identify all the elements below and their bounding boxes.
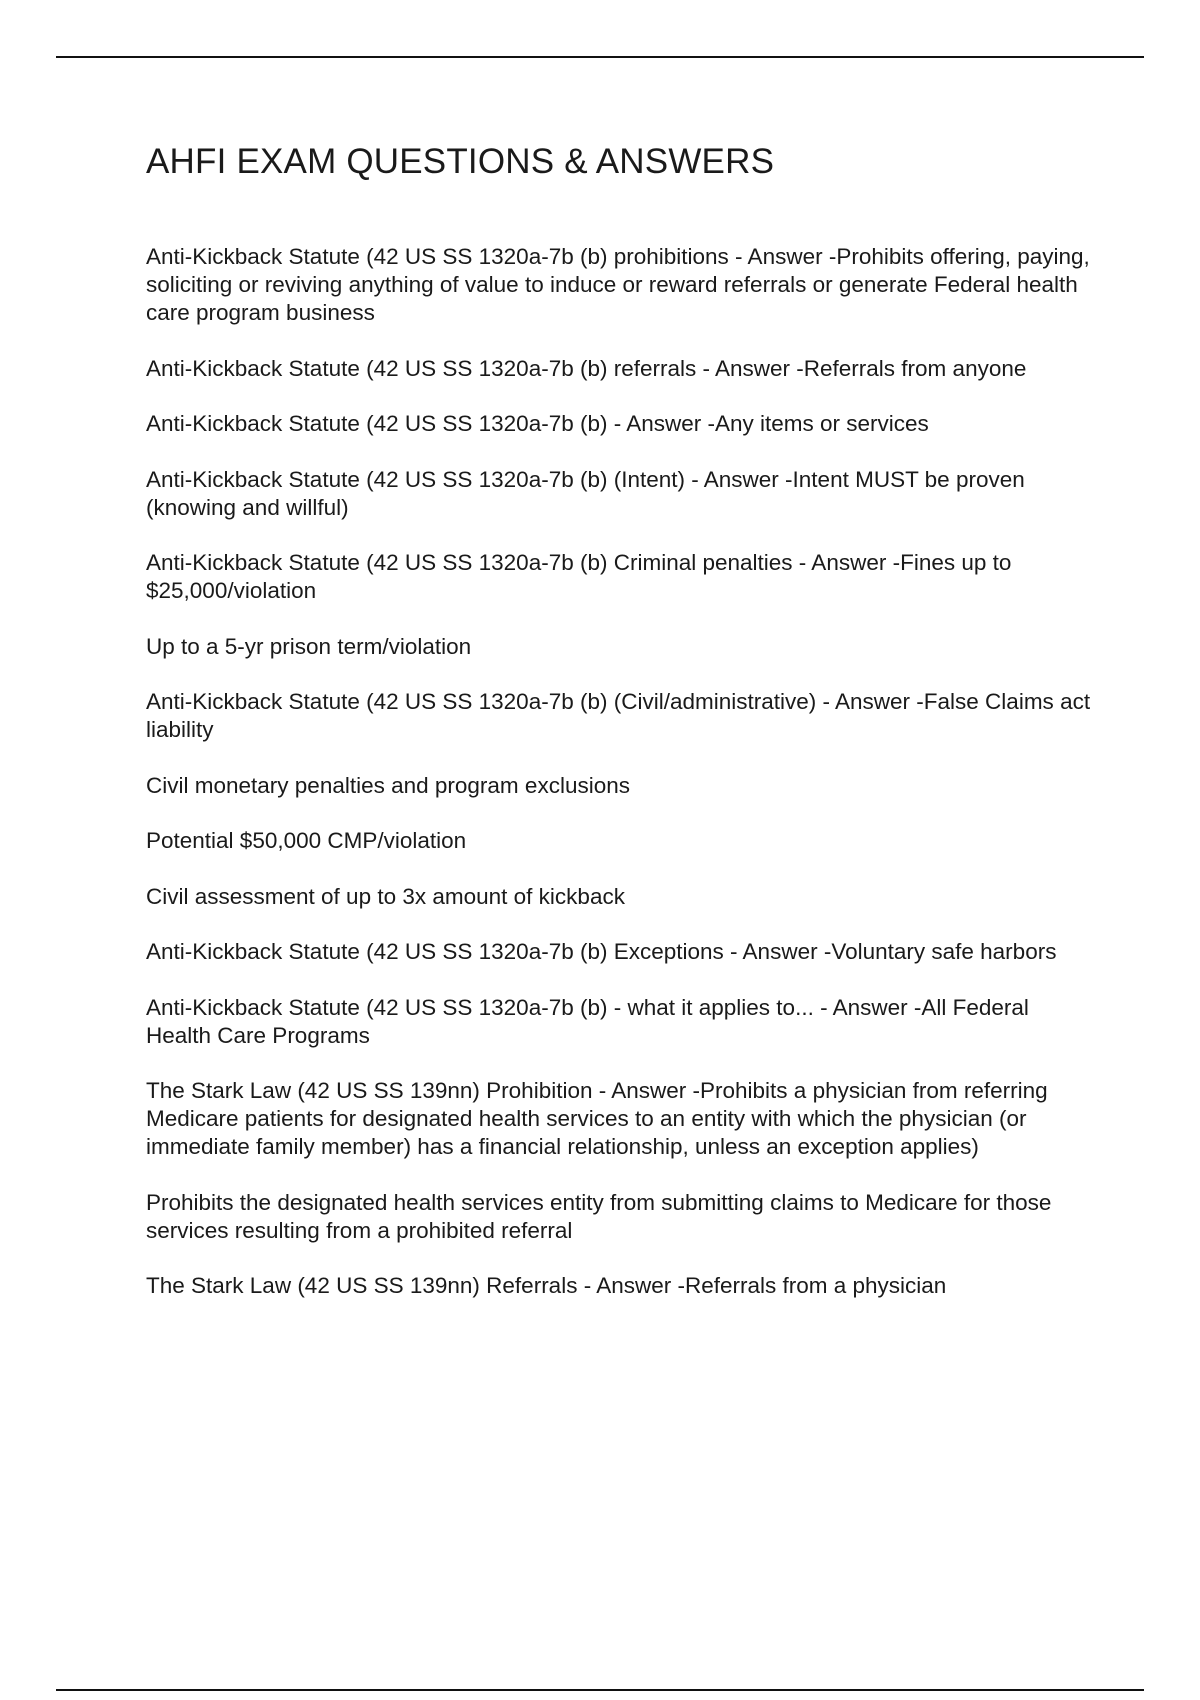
header-rule [56, 56, 1144, 58]
qa-paragraph: Anti-Kickback Statute (42 US SS 1320a-7b (b) prohibitions - Answer -Prohibits offering, paying, soliciting or reviving anything of value to induce or reward referrals or generate Federal health care program business [146, 244, 1090, 325]
qa-paragraph: Anti-Kickback Statute (42 US SS 1320a-7b (b) - what it applies to... - Answer -All Federal Health Care Programs [146, 994, 1029, 1048]
qa-paragraph: Potential $50,000 CMP/violation [146, 828, 467, 853]
qa-paragraph: Anti-Kickback Statute (42 US SS 1320a-7b (b) Exceptions - Answer -Voluntary safe harbors [146, 939, 1057, 964]
qa-paragraph: The Stark Law (42 US SS 139nn) Referrals - Answer -Referrals from a physician [146, 1273, 947, 1298]
qa-paragraph: Civil monetary penalties and program exclusions [146, 772, 630, 798]
qa-paragraph: Anti-Kickback Statute (42 US SS 1320a-7b (b) Criminal penalties - Answer -Fines up to $25,000/violation [146, 550, 1012, 603]
document-title: AHFI EXAM QUESTIONS & ANSWERS [146, 142, 775, 181]
qa-paragraph: Anti-Kickback Statute (42 US SS 1320a-7b (b) referrals - Answer -Referrals from anyone [146, 355, 1027, 381]
qa-paragraph: Anti-Kickback Statute (42 US SS 1320a-7b (b) (Intent) - Answer -Intent MUST be proven (knowing and willful) [146, 466, 1025, 520]
qa-paragraph: Anti-Kickback Statute (42 US SS 1320a-7b (b) (Civil/administrative) - Answer -False Claims act liability [146, 689, 1091, 742]
qa-paragraph: Up to a 5-yr prison term/violation [146, 633, 472, 659]
footer-rule [56, 1689, 1144, 1691]
qa-list [146, 243, 1096, 1328]
qa-paragraph: Civil assessment of up to 3x amount of kickback [146, 883, 625, 909]
qa-paragraph: Anti-Kickback Statute (42 US SS 1320a-7b (b) - Answer -Any items or services [146, 411, 929, 436]
qa-paragraph: Prohibits the designated health services entity from submitting claims to Medicare for those services resulting from a prohibited referral [146, 1189, 1052, 1243]
qa-paragraph: The Stark Law (42 US SS 139nn) Prohibition - Answer -Prohibits a physician from referring Medicare patients for designated health services to an entity with which the physician (or immediate family member) has a financial relationship, unless an exception applies) [146, 1078, 1048, 1159]
